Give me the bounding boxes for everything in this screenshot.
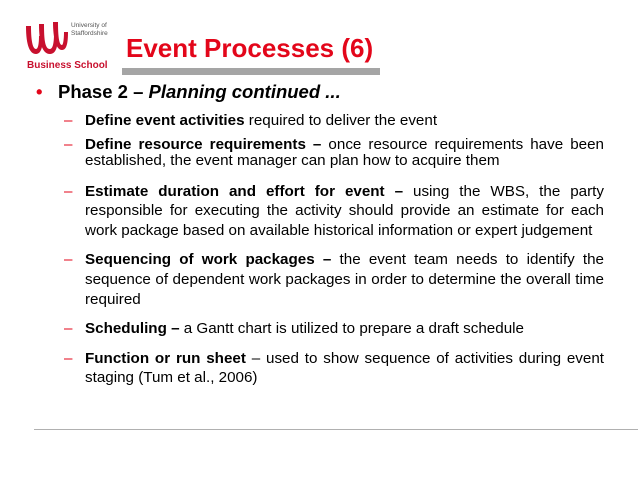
item-term: Function or run sheet: [85, 349, 246, 367]
item-term: Define event activities: [85, 112, 245, 129]
list-item: [64, 319, 604, 339]
university-name: [71, 22, 126, 37]
school-name: Business School: [27, 60, 108, 71]
list-item: [64, 137, 604, 170]
dash-bullet: –: [64, 320, 73, 338]
university-line: University of: [71, 22, 107, 29]
dash-bullet: –: [64, 251, 73, 269]
item-term: Define resource requirements –: [85, 135, 322, 153]
footer-divider: [34, 429, 638, 430]
list-item: [64, 182, 604, 241]
list-item: [64, 250, 604, 309]
phase-heading: [36, 81, 608, 103]
phase-emphasis: Planning continued ...: [148, 81, 341, 102]
item-text: the event team needs to identify the sequence of dependent work packages in order to determine the overall time required: [85, 251, 604, 308]
sub-bullet-list: [64, 111, 604, 388]
item-text: required to deliver the event: [244, 112, 438, 129]
dash-bullet: –: [64, 135, 73, 153]
university-line: Staffordshire: [71, 29, 108, 37]
slide-title: Event Processes (6): [126, 33, 374, 63]
list-item: [64, 111, 604, 131]
item-text: a Gantt chart is utilized to prepare a draft schedule: [179, 320, 524, 338]
phase-label: Phase 2 –: [58, 81, 149, 102]
dash-bullet: –: [64, 182, 73, 200]
list-item: [64, 349, 604, 388]
knot-logo-icon: [24, 20, 70, 58]
item-text: using the WBS, the party responsible for executing the activity should provide an estimate for each work package based on available historical information or expert judgement: [85, 182, 604, 239]
dash-bullet: –: [64, 112, 73, 129]
title-underline: [122, 68, 380, 75]
university-logo: [24, 20, 124, 76]
item-term: Estimate duration and effort for event –: [85, 182, 404, 200]
dash-bullet: –: [64, 349, 73, 367]
item-text: once resource requirements have been established, the event manager can plan how to acquire them: [85, 135, 604, 170]
item-term: Sequencing of work packages –: [85, 251, 332, 269]
item-text: – used to show sequence of activities during event staging (Tum et al., 2006): [85, 349, 604, 387]
bullet-icon: •: [36, 81, 43, 102]
item-term: Scheduling –: [85, 320, 180, 338]
